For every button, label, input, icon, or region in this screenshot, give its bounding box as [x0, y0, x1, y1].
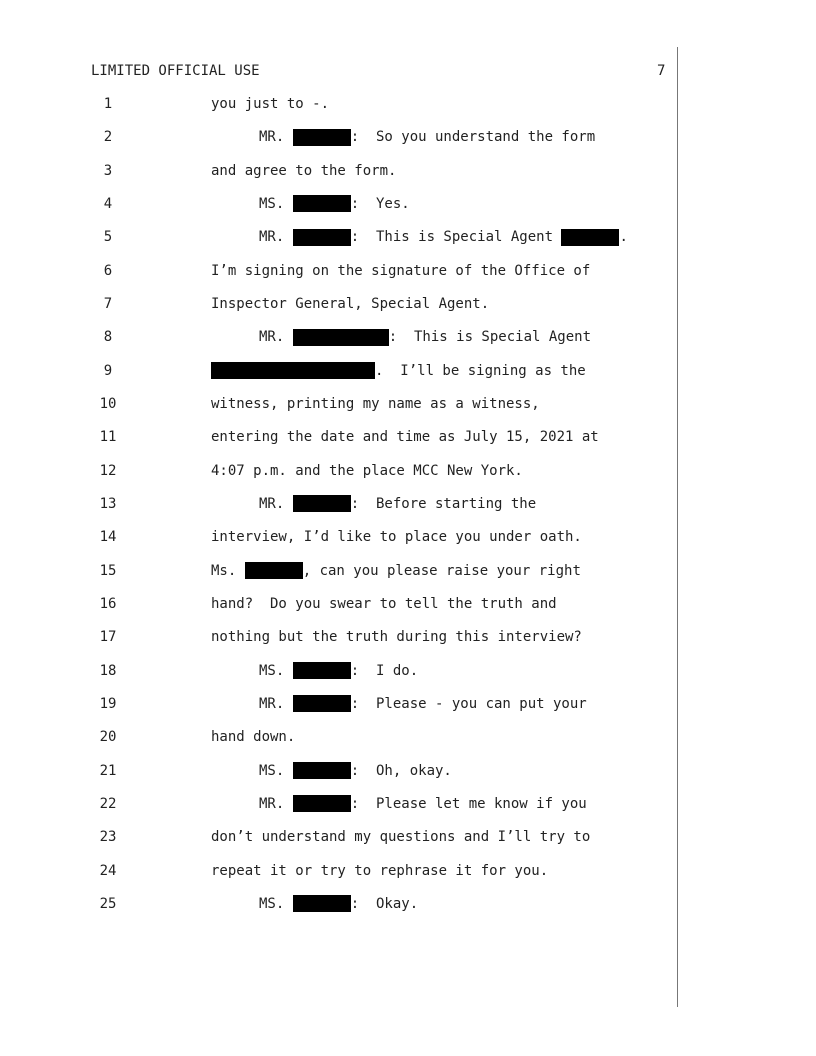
transcript-line	[0, 794, 670, 814]
line-text	[259, 227, 628, 247]
text-segment: hand down.	[211, 729, 296, 746]
line-number: 22	[99, 795, 117, 812]
line-number: 3	[103, 162, 113, 179]
line-text	[211, 261, 590, 281]
transcript-line	[0, 394, 670, 414]
text-segment: hand? Do you swear to tell the truth and	[211, 595, 557, 612]
line-text	[211, 727, 295, 747]
text-segment: .	[619, 229, 628, 246]
text-segment: interview, I’d like to place you under oath.	[211, 529, 582, 546]
line-text	[259, 494, 536, 514]
text-segment: : Before starting the	[350, 495, 537, 512]
transcript-line	[0, 427, 670, 447]
line-number: 10	[99, 395, 117, 412]
transcript-line	[0, 727, 670, 747]
transcript-line	[0, 694, 670, 714]
redaction-block	[293, 895, 351, 912]
text-segment: and agree to the form.	[211, 162, 397, 179]
transcript-line	[0, 861, 670, 881]
text-segment: : Please let me know if you	[350, 795, 587, 812]
line-text	[211, 827, 590, 847]
line-number: 18	[99, 662, 117, 679]
line-text	[259, 127, 595, 147]
line-text	[211, 461, 523, 481]
text-segment: MR.	[259, 329, 293, 346]
text-segment: don’t understand my questions and I’ll try to	[211, 829, 591, 846]
classification-header: LIMITED OFFICIAL USE	[91, 63, 260, 79]
text-segment: MR.	[259, 229, 293, 246]
text-segment: MS.	[259, 662, 293, 679]
line-text	[259, 894, 418, 914]
redaction-block	[245, 562, 303, 579]
line-text	[259, 794, 587, 814]
redaction-block	[293, 662, 351, 679]
line-number: 20	[99, 729, 117, 746]
text-segment: , can you please raise your right	[302, 562, 581, 579]
text-segment: MR.	[259, 695, 293, 712]
text-segment: MR.	[259, 795, 293, 812]
text-segment: MR.	[259, 129, 293, 146]
line-number: 12	[99, 462, 117, 479]
line-number: 8	[103, 329, 113, 346]
text-segment: Ms.	[211, 562, 245, 579]
transcript-line	[0, 294, 670, 314]
redaction-block	[293, 129, 351, 146]
transcript-line	[0, 261, 670, 281]
line-text	[211, 527, 582, 547]
line-text	[211, 294, 489, 314]
text-segment: : Okay.	[350, 895, 419, 912]
line-text	[211, 594, 557, 614]
line-number: 7	[103, 295, 113, 312]
transcript-line	[0, 227, 670, 247]
page-number: 7	[657, 63, 666, 79]
line-number: 1	[103, 96, 113, 112]
redaction-block	[293, 762, 351, 779]
text-segment: entering the date and time as July 15, 2021 at	[211, 429, 599, 446]
transcript-line	[0, 627, 670, 647]
margin-rule	[677, 47, 678, 1007]
redaction-block	[293, 795, 351, 812]
transcript-line	[0, 561, 670, 581]
line-text	[259, 694, 587, 714]
transcript-line	[0, 827, 670, 847]
text-segment: MS.	[259, 195, 293, 212]
transcript-line	[0, 661, 670, 681]
line-number: 4	[103, 195, 113, 212]
transcript-line	[0, 494, 670, 514]
line-number: 19	[99, 695, 117, 712]
redaction-block	[293, 229, 351, 246]
text-segment: repeat it or try to rephrase it for you.	[211, 862, 549, 879]
text-segment: . I’ll be signing as the	[375, 362, 586, 379]
text-segment: Inspector General, Special Agent.	[211, 295, 490, 312]
transcript-line	[0, 761, 670, 781]
text-segment: : This is Special Agent	[388, 329, 592, 346]
line-number: 17	[99, 629, 117, 646]
line-text	[211, 394, 540, 414]
transcript-line	[0, 161, 670, 181]
transcript-line	[0, 194, 670, 214]
text-segment: nothing but the truth during this interview?	[211, 629, 582, 646]
line-number: 15	[99, 562, 117, 579]
line-number: 24	[99, 862, 117, 879]
line-number: 5	[103, 229, 113, 246]
line-text	[259, 761, 452, 781]
redaction-block	[293, 195, 351, 212]
transcript-line	[0, 327, 670, 347]
transcript-line	[0, 361, 670, 381]
transcript-line	[0, 94, 670, 114]
transcript-line	[0, 461, 670, 481]
text-segment: : Please - you can put your	[350, 695, 587, 712]
line-number: 21	[99, 762, 117, 779]
text-segment: I’m signing on the signature of the Office of	[211, 262, 591, 279]
text-segment: : This is Special Agent	[350, 229, 562, 246]
line-number: 25	[99, 895, 117, 912]
line-number: 23	[99, 829, 117, 846]
text-segment: : Yes.	[350, 195, 410, 212]
line-number: 14	[99, 529, 117, 546]
line-text	[211, 161, 396, 181]
text-segment: MS.	[259, 762, 293, 779]
transcript-line	[0, 127, 670, 147]
redaction-block	[293, 329, 389, 346]
redaction-block	[293, 695, 351, 712]
line-number: 16	[99, 595, 117, 612]
line-text	[211, 627, 582, 647]
text-segment: MS.	[259, 895, 293, 912]
text-segment: : So you understand the form	[350, 129, 596, 146]
line-text	[211, 427, 599, 447]
line-number: 13	[99, 495, 117, 512]
transcript-line	[0, 594, 670, 614]
line-text	[259, 661, 418, 681]
transcript-line	[0, 894, 670, 914]
redaction-block	[293, 495, 351, 512]
line-text	[211, 94, 329, 114]
line-number: 6	[103, 262, 113, 279]
line-text	[211, 861, 548, 881]
line-text	[259, 194, 410, 214]
text-segment: 4:07 p.m. and the place MCC New York.	[211, 462, 523, 479]
text-segment: you just to -.	[211, 96, 330, 112]
line-text	[211, 361, 586, 381]
line-number: 9	[103, 362, 113, 379]
redaction-block	[561, 229, 619, 246]
text-segment: MR.	[259, 495, 293, 512]
text-segment: : I do.	[350, 662, 419, 679]
line-number: 2	[103, 129, 113, 146]
line-text	[211, 561, 581, 581]
line-text	[259, 327, 591, 347]
text-segment: witness, printing my name as a witness,	[211, 395, 540, 412]
text-segment: : Oh, okay.	[350, 762, 452, 779]
line-number: 11	[99, 429, 117, 446]
transcript-line	[0, 527, 670, 547]
redaction-block	[211, 362, 375, 379]
